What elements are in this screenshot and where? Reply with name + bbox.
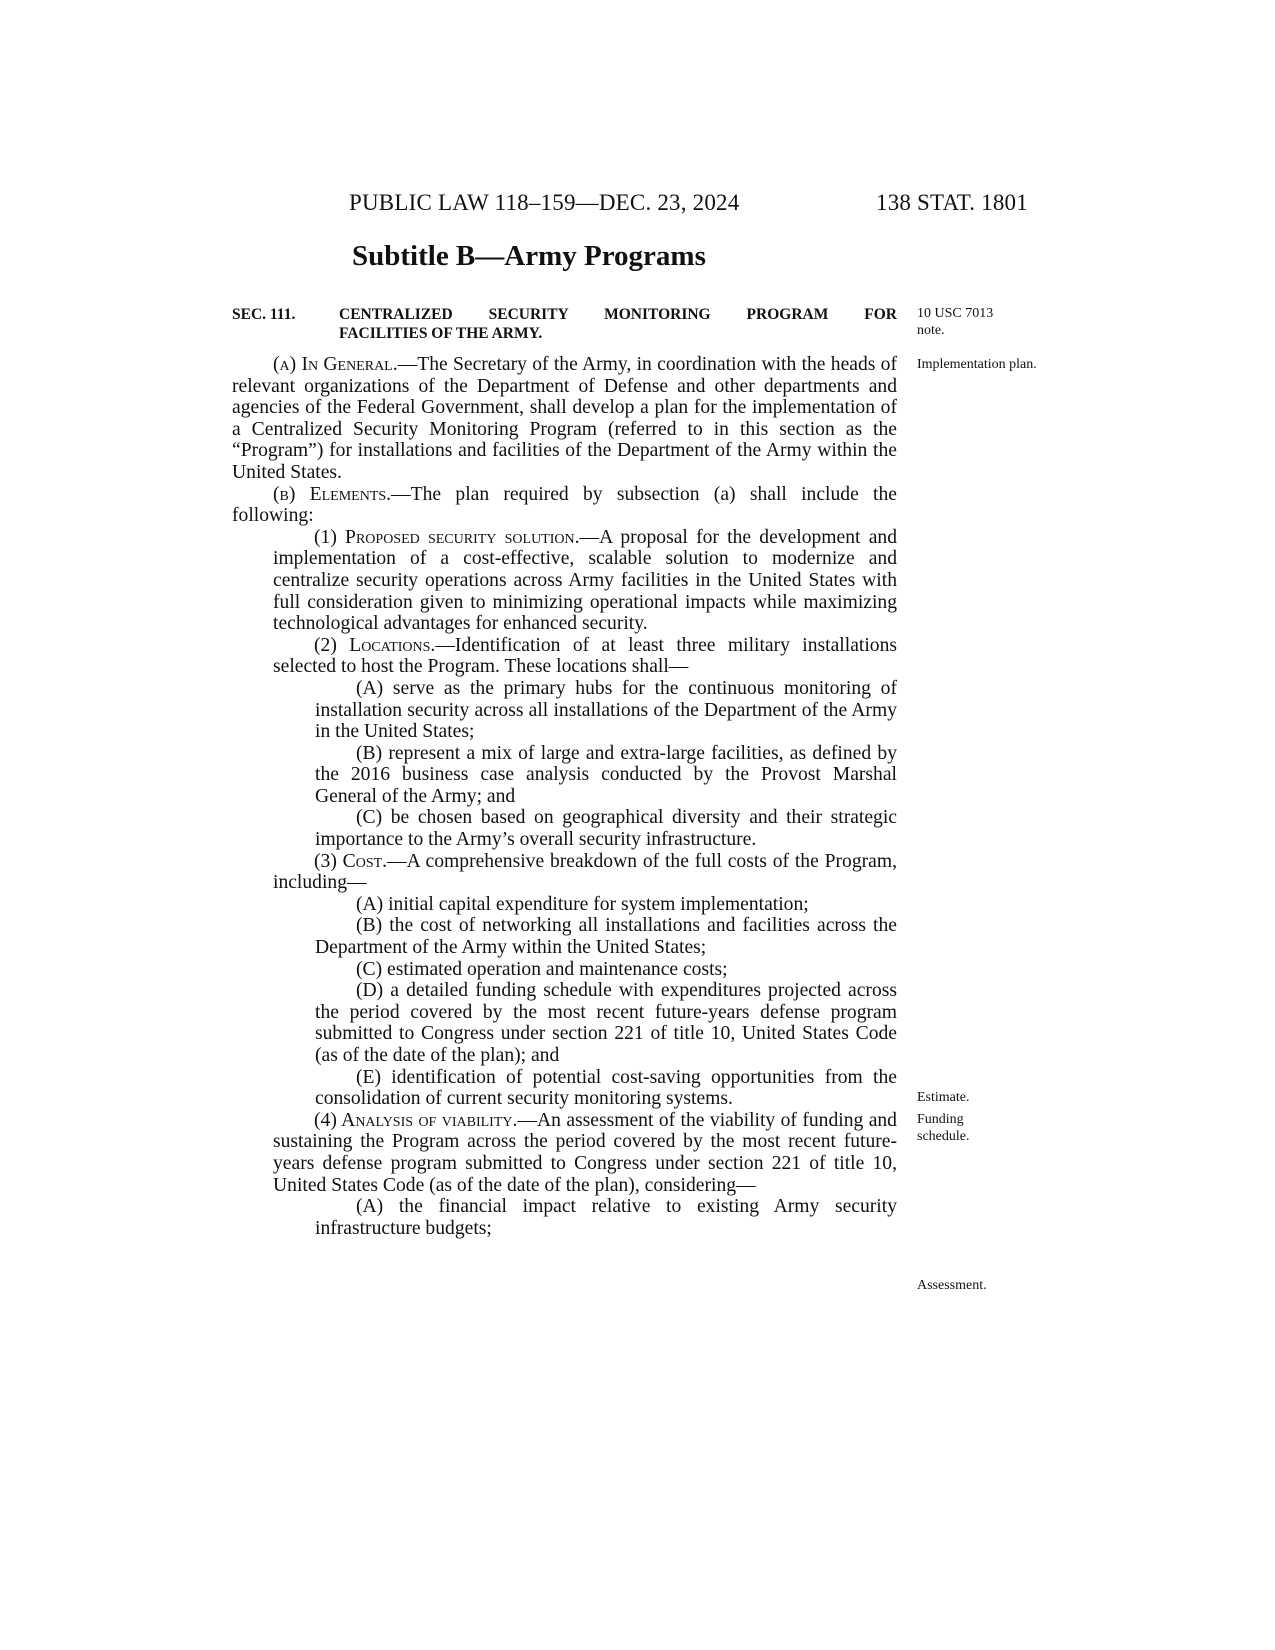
subsection-b [232, 484, 897, 527]
paragraph-2-heading: (2) Locations. [314, 634, 436, 656]
margin-note-usc: 10 USC 7013 note. [917, 306, 994, 338]
clause-3A: (A) initial capital expenditure for system implementation; [356, 893, 809, 915]
subsection-a-heading: (a) In General. [273, 354, 398, 375]
clause-3D: (D) a detailed funding schedule with expenditures projected across the period covered by the most recent future-years defense program submitted to Congress under section 221 of title 10, United States Code (as of the date of the plan); and [315, 980, 897, 1066]
subsection-a [232, 354, 897, 484]
paragraph-4-text: —An assessment of the viability of funding and sustaining the Program across the period covered by the most recent future-years defense program submitted to Congress under section 221 of title 10, United States Code (as of the date of the plan), considering— [273, 1109, 897, 1196]
paragraph-4-heading: (4) Analysis of viability. [314, 1109, 518, 1131]
clause-3E: (E) identification of potential cost-saving opportunities from the consolidation of current security monitoring systems. [315, 1066, 897, 1110]
section-title-line1: CENTRALIZED SECURITY MONITORING PROGRAM FOR [339, 306, 897, 323]
paragraph-3-text: —A comprehensive breakdown of the full costs of the Program, including— [273, 850, 897, 894]
margin-note-funding: Funding schedule. [917, 1112, 970, 1144]
subtitle-heading: Subtitle B—Army Programs [352, 240, 706, 272]
subsection-b-text: —The plan required by subsection (a) shall include the following: [232, 483, 897, 527]
clause-2C: (C) be chosen based on geographical diversity and their strategic importance to the Army’s overall security infrastructure. [315, 807, 897, 851]
clause-4A: (A) the financial impact relative to existing Army security infrastructure budgets; [315, 1196, 897, 1239]
paragraph-3-heading: (3) Cost. [314, 850, 388, 872]
margin-note-implementation: Implementation plan. [917, 357, 1037, 372]
section-heading [232, 305, 897, 343]
clause-2B: (B) represent a mix of large and extra-large facilities, as defined by the 2016 business case analysis conducted by the Provost Marshal General of the Army; and [315, 742, 897, 807]
page-number: 138 STAT. 1801 [876, 190, 1028, 215]
paragraph-4 [232, 1110, 897, 1196]
clause-2A: (A) serve as the primary hubs for the continuous monitoring of installation security across all installations of the Department of the Army in the United States; [315, 677, 897, 743]
paragraph-1-text: —A proposal for the development and implementation of a cost-effective, scalable solution to modernize and centralize security operations across Army facilities in the United States with full consideration given to minimizing operational impacts while maximizing technological advantages for enhanced security. [273, 526, 897, 635]
clause-3C: (C) estimated operation and maintenance costs; [356, 958, 728, 980]
paragraph-2-text: —Identification of at least three military installations selected to host the Program. These locations shall— [273, 634, 897, 678]
section-title-line2: FACILITIES OF THE ARMY. [339, 325, 543, 342]
subsection-a-text: —The Secretary of the Army, in coordination with the heads of relevant organizations of the Department of Defense and other departments and agencies of the Federal Government, shall develop a plan for the implementation of a Centralized Security Monitoring Program (referred to in this section as the “Program”) for installations and facilities of the Department of the Army within the United States. [232, 354, 898, 483]
running-header-title: PUBLIC LAW 118–159—DEC. 23, 2024 [349, 190, 740, 215]
paragraph-3 [232, 851, 897, 894]
statute-body [232, 354, 897, 1239]
section-number: SEC. 111. [232, 306, 296, 323]
subsection-b-heading: (b) Elements. [273, 483, 392, 505]
paragraph-2 [232, 635, 897, 678]
paragraph-1 [232, 527, 897, 635]
margin-note-assessment: Assessment. [917, 1278, 987, 1293]
clause-3B: (B) the cost of networking all installations and facilities across the Department of the Army within the United States; [315, 915, 897, 959]
paragraph-1-heading: (1) Proposed security solution. [314, 526, 580, 548]
margin-note-estimate: Estimate. [917, 1090, 970, 1105]
